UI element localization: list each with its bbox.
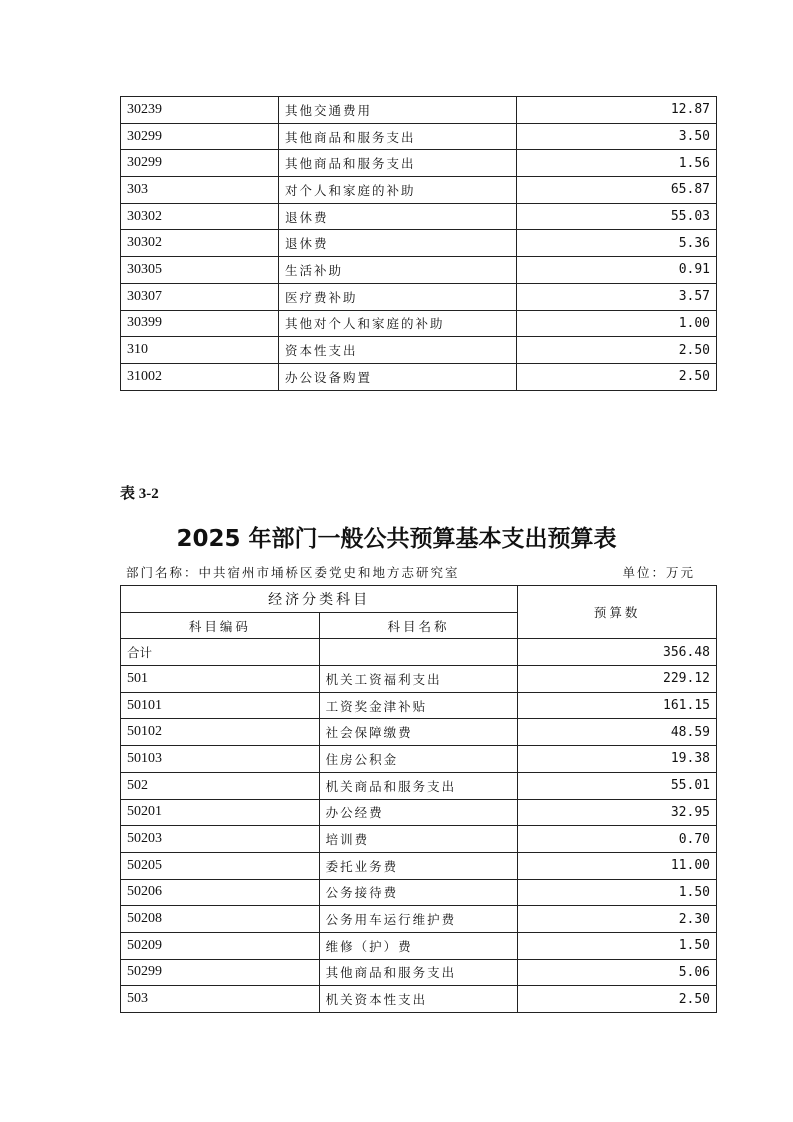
table-title: 2025 年部门一般公共预算基本支出预算表 <box>176 526 617 552</box>
table-row <box>121 986 717 1013</box>
table-continued <box>120 96 717 391</box>
cell-amount: 1.50 <box>518 879 717 906</box>
cell-name: 工资奖金津补贴 <box>319 692 518 719</box>
table-row <box>121 746 717 773</box>
cell-amount: 0.70 <box>518 826 717 853</box>
cell-amount: 3.50 <box>517 123 717 150</box>
cell-code: 31002 <box>121 363 279 390</box>
cell-code: 501 <box>121 666 320 693</box>
cell-code: 303 <box>121 177 279 204</box>
cell-name: 其他对个人和家庭的补助 <box>279 310 517 337</box>
cell-amount: 11.00 <box>518 852 717 879</box>
table-label: 表 3-2 <box>120 486 159 502</box>
table-row <box>121 203 717 230</box>
table-row <box>121 310 717 337</box>
cell-name: 公务用车运行维护费 <box>319 906 518 933</box>
header-group: 经济分类科目 <box>121 586 518 613</box>
cell-name: 资本性支出 <box>279 337 517 364</box>
cell-code: 30302 <box>121 230 279 257</box>
cell-name: 机关资本性支出 <box>319 986 518 1013</box>
cell-amount: 55.01 <box>518 772 717 799</box>
cell-code: 30307 <box>121 283 279 310</box>
cell-name: 社会保障缴费 <box>319 719 518 746</box>
table-row <box>121 799 717 826</box>
cell-code: 50101 <box>121 692 320 719</box>
table-row <box>121 932 717 959</box>
table-row <box>121 772 717 799</box>
cell-name: 公务接待费 <box>319 879 518 906</box>
cell-amount: 55.03 <box>517 203 717 230</box>
cell-code: 503 <box>121 986 320 1013</box>
cell-amount: 229.12 <box>518 666 717 693</box>
cell-code: 50203 <box>121 826 320 853</box>
cell-name: 其他商品和服务支出 <box>279 150 517 177</box>
cell-amount: 19.38 <box>518 746 717 773</box>
cell-amount: 12.87 <box>517 97 717 124</box>
cell-name: 退休费 <box>279 203 517 230</box>
cell-name: 对个人和家庭的补助 <box>279 177 517 204</box>
cell-amount: 1.50 <box>518 932 717 959</box>
basic-expenditure-table <box>120 585 717 1013</box>
cell-code: 310 <box>121 337 279 364</box>
cell-amount: 1.00 <box>517 310 717 337</box>
cell-name: 办公经费 <box>319 799 518 826</box>
table-row <box>121 826 717 853</box>
header-code: 科目编码 <box>121 612 320 639</box>
cell-name: 办公设备购置 <box>279 363 517 390</box>
cell-code: 502 <box>121 772 320 799</box>
cell-code: 50206 <box>121 879 320 906</box>
cell-amount: 2.30 <box>518 906 717 933</box>
cell-amount: 2.50 <box>517 337 717 364</box>
cell-amount: 48.59 <box>518 719 717 746</box>
cell-code: 合计 <box>121 639 320 666</box>
cell-code: 50208 <box>121 906 320 933</box>
table-row <box>121 97 717 124</box>
table-row <box>121 230 717 257</box>
table-row <box>121 150 717 177</box>
cell-amount: 356.48 <box>518 639 717 666</box>
cell-code: 30299 <box>121 150 279 177</box>
table-row <box>121 719 717 746</box>
cell-amount: 5.36 <box>517 230 717 257</box>
table-row <box>121 177 717 204</box>
table-row <box>121 123 717 150</box>
table-row <box>121 959 717 986</box>
unit-label: 单位：万元 <box>622 565 695 580</box>
cell-amount: 1.56 <box>517 150 717 177</box>
table-row <box>121 692 717 719</box>
cell-name: 委托业务费 <box>319 852 518 879</box>
cell-amount: 2.50 <box>518 986 717 1013</box>
table-row <box>121 879 717 906</box>
table-row <box>121 363 717 390</box>
cell-code: 30299 <box>121 123 279 150</box>
cell-name: 维修（护）费 <box>319 932 518 959</box>
cell-code: 30305 <box>121 257 279 284</box>
cell-name: 其他商品和服务支出 <box>279 123 517 150</box>
cell-code: 30399 <box>121 310 279 337</box>
cell-code: 30302 <box>121 203 279 230</box>
cell-code: 50209 <box>121 932 320 959</box>
cell-name: 生活补助 <box>279 257 517 284</box>
cell-amount: 32.95 <box>518 799 717 826</box>
table-row <box>121 639 717 666</box>
table-row <box>121 906 717 933</box>
cell-amount: 5.06 <box>518 959 717 986</box>
cell-name: 其他商品和服务支出 <box>319 959 518 986</box>
cell-code: 50205 <box>121 852 320 879</box>
table-row <box>121 283 717 310</box>
cell-code: 50299 <box>121 959 320 986</box>
cell-name <box>319 639 518 666</box>
cell-name: 医疗费补助 <box>279 283 517 310</box>
cell-code: 50102 <box>121 719 320 746</box>
department-name: 部门名称：中共宿州市埇桥区委党史和地方志研究室 <box>126 565 460 580</box>
cell-name: 退休费 <box>279 230 517 257</box>
table-row <box>121 337 717 364</box>
cell-code: 50201 <box>121 799 320 826</box>
cell-name: 其他交通费用 <box>279 97 517 124</box>
header-row <box>121 586 717 613</box>
header-amount: 预算数 <box>518 586 717 639</box>
cell-name: 培训费 <box>319 826 518 853</box>
header-name: 科目名称 <box>319 612 518 639</box>
table-row <box>121 852 717 879</box>
cell-amount: 161.15 <box>518 692 717 719</box>
cell-name: 机关商品和服务支出 <box>319 772 518 799</box>
cell-code: 50103 <box>121 746 320 773</box>
cell-amount: 65.87 <box>517 177 717 204</box>
table-row <box>121 666 717 693</box>
cell-name: 住房公积金 <box>319 746 518 773</box>
cell-name: 机关工资福利支出 <box>319 666 518 693</box>
cell-amount: 2.50 <box>517 363 717 390</box>
table-row <box>121 257 717 284</box>
cell-amount: 0.91 <box>517 257 717 284</box>
cell-amount: 3.57 <box>517 283 717 310</box>
cell-code: 30239 <box>121 97 279 124</box>
